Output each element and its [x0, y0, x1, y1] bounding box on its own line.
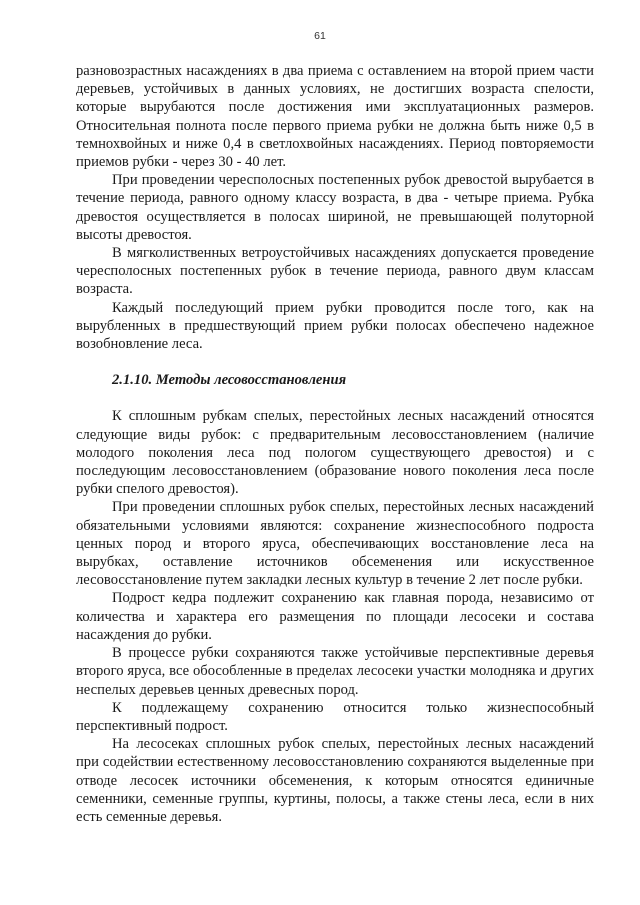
paragraph: Подрост кедра подлежит сохранению как главная порода, независимо от количества и характера его размещения по площади лесосеки и состава насаждения до рубки.: [76, 590, 594, 643]
page-number: 61: [314, 30, 326, 42]
paragraph: К подлежащему сохранению относится только жизнеспособный перспективный подрост.: [76, 699, 594, 734]
paragraph: На лесосеках сплошных рубок спелых, перестойных лесных насаждений при содействии естественному лесовосстановлению сохраняются выделенные при отводе лесосек источники обсеменения, к которым относятся единичные семенники, семенные группы, куртины, полосы, а также стены леса, если в них есть семенные деревья.: [76, 736, 594, 825]
section-heading: 2.1.10. Методы лесовосстановления: [112, 372, 347, 389]
document-body: [76, 62, 594, 826]
paragraph: При проведении сплошных рубок спелых, перестойных лесных насаждений обязательными условиями являются: сохранение жизнеспособного подроста ценных пород и второго яруса, обеспечивающих восстановление леса на вырубках, оставление источников обсеменения или искусственное лесовосстановление путем закладки лесных культур в течение 2 лет после рубки.: [76, 499, 594, 589]
paragraph: К сплошным рубкам спелых, перестойных лесных насаждений относятся следующие виды рубок: с предварительным лесовосстановлением (наличие молодого поколения леса под пологом существующего древостоя) и с последующим лесовосстановлением (образование нового поколения леса после рубки спелого древостоя).: [76, 408, 594, 498]
paragraph: В процессе рубки сохраняются также устойчивые перспективные деревья второго яруса, все обособленные в пределах лесосеки участки молодняка и других неспелых деревьев ценных древесных пород.: [76, 645, 594, 698]
paragraph: В мягколиственных ветроустойчивых насаждениях допускается проведение чересполосных постепенных рубок в течение периода, равного двум классам возраста.: [76, 245, 594, 298]
paragraph: При проведении чересполосных постепенных рубок древостой вырубается в течение периода, равного одному классу возраста, в два - четыре приема. Рубка древостоя осуществляется в полосах шириной, не превышающей полуторной высоты древостоя.: [76, 172, 594, 243]
paragraph: Каждый последующий прием рубки проводится после того, как на вырубленных в предшествующий прием рубки полосах обеспечено надежное возобновление леса.: [76, 299, 594, 353]
paragraph-continuation: разновозрастных насаждениях в два приема с оставлением на второй прием части деревьев, устойчивых в данных условиях, не достигших возраста спелости, которые вырубаются после достижения ими эксплуатационных размеров. Относительная полнота после первого приема рубки не должна быть ниже 0,5 в темнохвойных и ниже 0,4 в светлохвойных насаждениях. Период повторяемости приемов рубки - через 30 - 40 лет.: [76, 63, 594, 171]
